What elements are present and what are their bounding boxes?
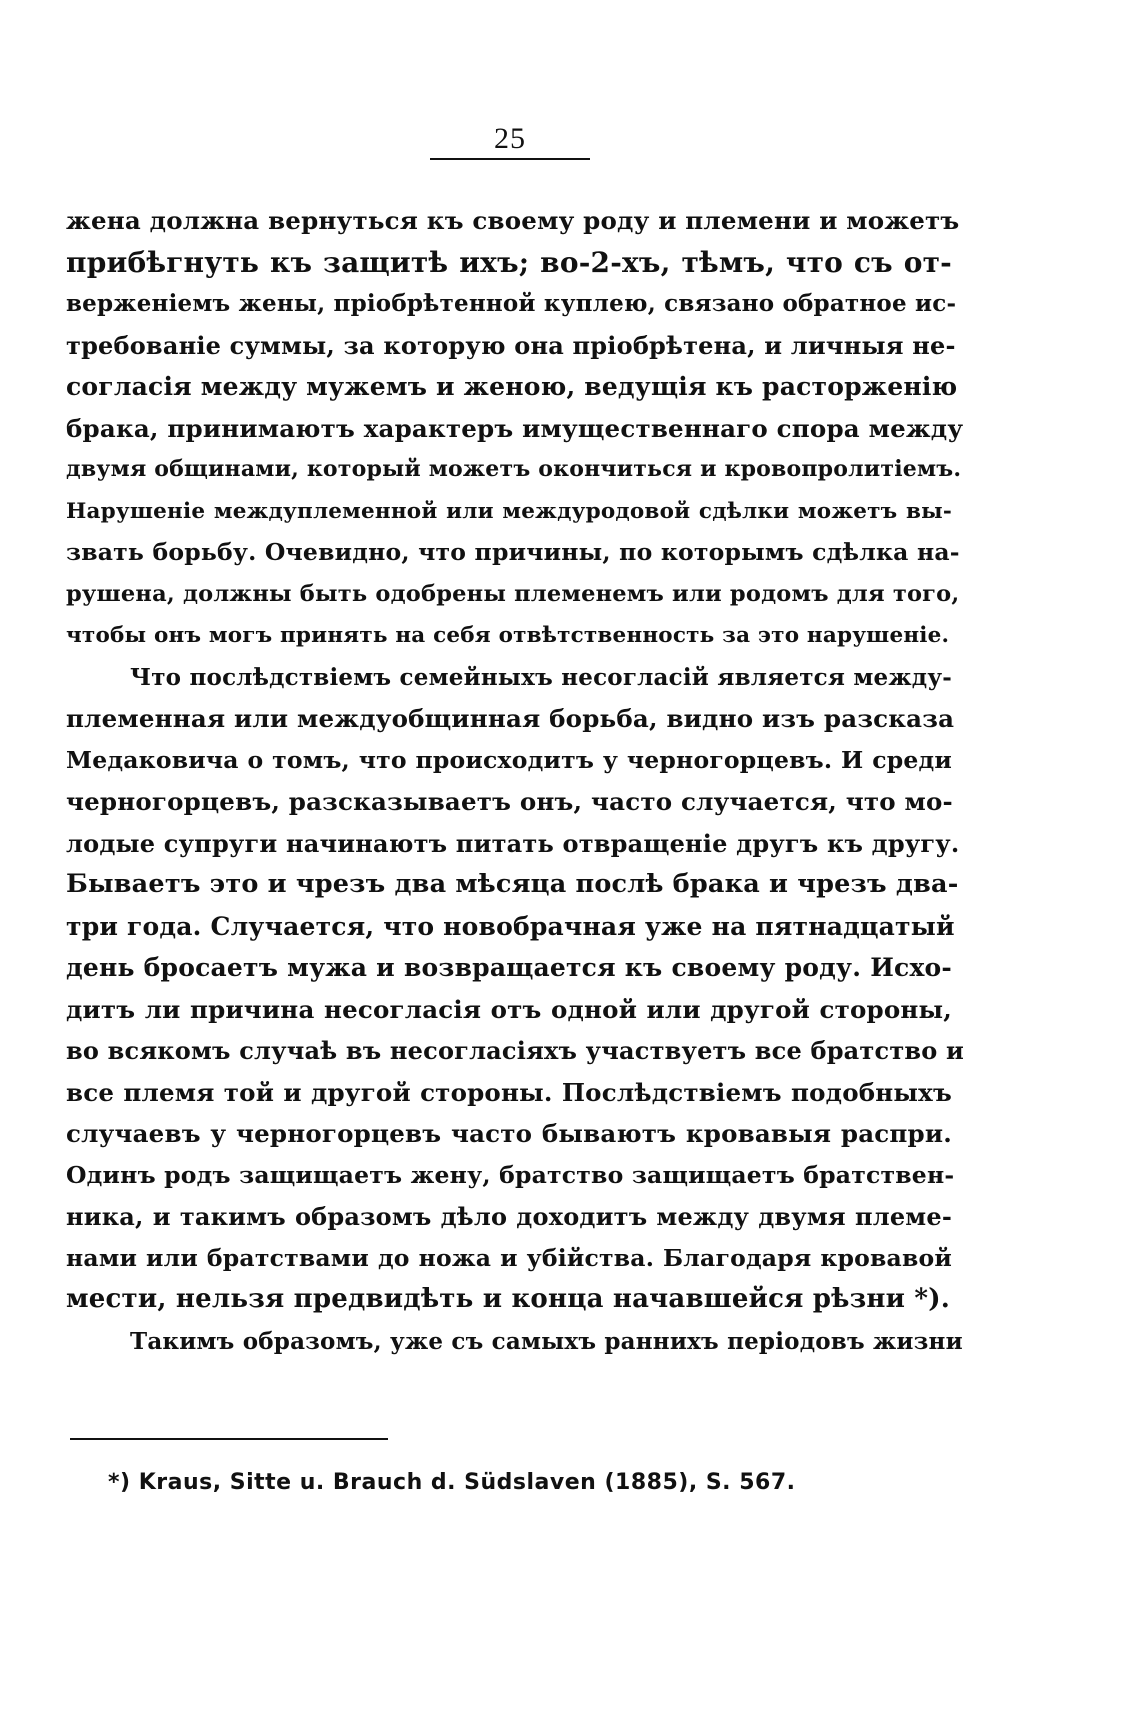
text-line: Одинъ родъ защищаетъ жену, братство защищаетъ братствен- [66,1160,955,1189]
text-line: требованіе суммы, за которую она пріобрѣтена, и личныя не- [66,330,956,360]
page-number: 25 [494,122,526,155]
text-line: Нарушеніе междуплеменной или междуродовой сдѣлки можетъ вы- [66,498,952,524]
text-line: жена должна вернуться къ своему роду и племени и можетъ [66,206,960,235]
text-line: рушена, должны быть одобрены племенемъ или родомъ для того, [66,580,960,607]
text-line: двумя общинами, который можетъ окончиться и кровопролитіемъ. [66,456,962,482]
text-line: ника, и такимъ образомъ дѣло доходитъ между двумя племе- [66,1202,952,1231]
text-line: во всякомъ случаѣ въ несогласіяхъ участвуетъ все братство и [66,1036,965,1065]
text-line: звать борьбу. Очевидно, что причины, по которымъ сдѣлка на- [66,538,960,566]
text-line: верженіемъ жены, пріобрѣтенной куплею, связано обратное ис- [66,290,957,317]
text-line: Медаковича о томъ, что происходитъ у черногорцевъ. И среди [66,745,952,774]
text-line: случаевъ у черногорцевъ часто бываютъ кровавыя распри. [66,1119,952,1148]
text-line: все племя той и другой стороны. Послѣдствіемъ подобныхъ [66,1077,952,1107]
text-line: три года. Случается, что новобрачная уже на пятнадцатый [66,911,955,941]
text-line: Что послѣдствіемъ семейныхъ несогласій является между- [130,663,952,691]
text-line: племенная или междуобщинная борьба, видно изъ разсказа [66,704,955,733]
text-line: Бываетъ это и чрезъ два мѣсяца послѣ брака и чрезъ два- [66,869,959,899]
text-line: Такимъ образомъ, уже съ самыхъ раннихъ періодовъ жизни [130,1327,963,1355]
page-number-rule [430,158,590,160]
text-line: черногорцевъ, разсказываетъ онъ, часто случается, что мо- [66,787,953,816]
text-line: прибѣгнуть къ защитѣ ихъ; во-2-хъ, тѣмъ, что съ от- [66,245,952,279]
text-line: день бросаетъ мужа и возвращается къ своему роду. Исхо- [66,953,952,982]
text-line: нами или братствами до ножа и убійства. Благодаря кровавой [66,1243,952,1272]
body-text [66,200,965,1362]
text-line: лодые супруги начинаютъ питать отвращеніе другъ къ другу. [66,828,960,858]
footnote-rule [70,1438,388,1440]
text-line: чтобы онъ могъ принять на себя отвѣтственность за это нарушеніе. [66,623,950,648]
text-line: брака, принимаютъ характеръ имущественнаго спора между [66,413,964,443]
text-line: дитъ ли причина несогласія отъ одной или другой стороны, [66,994,952,1024]
text-line: мести, нельзя предвидѣть и конца начавшейся рѣзни *). [66,1284,950,1314]
footnote: *) Kraus, Sitte u. Brauch d. Südslaven (1885), S. 567. [108,1470,796,1495]
text-line: согласія между мужемъ и женою, ведущія къ расторженію [66,372,958,401]
